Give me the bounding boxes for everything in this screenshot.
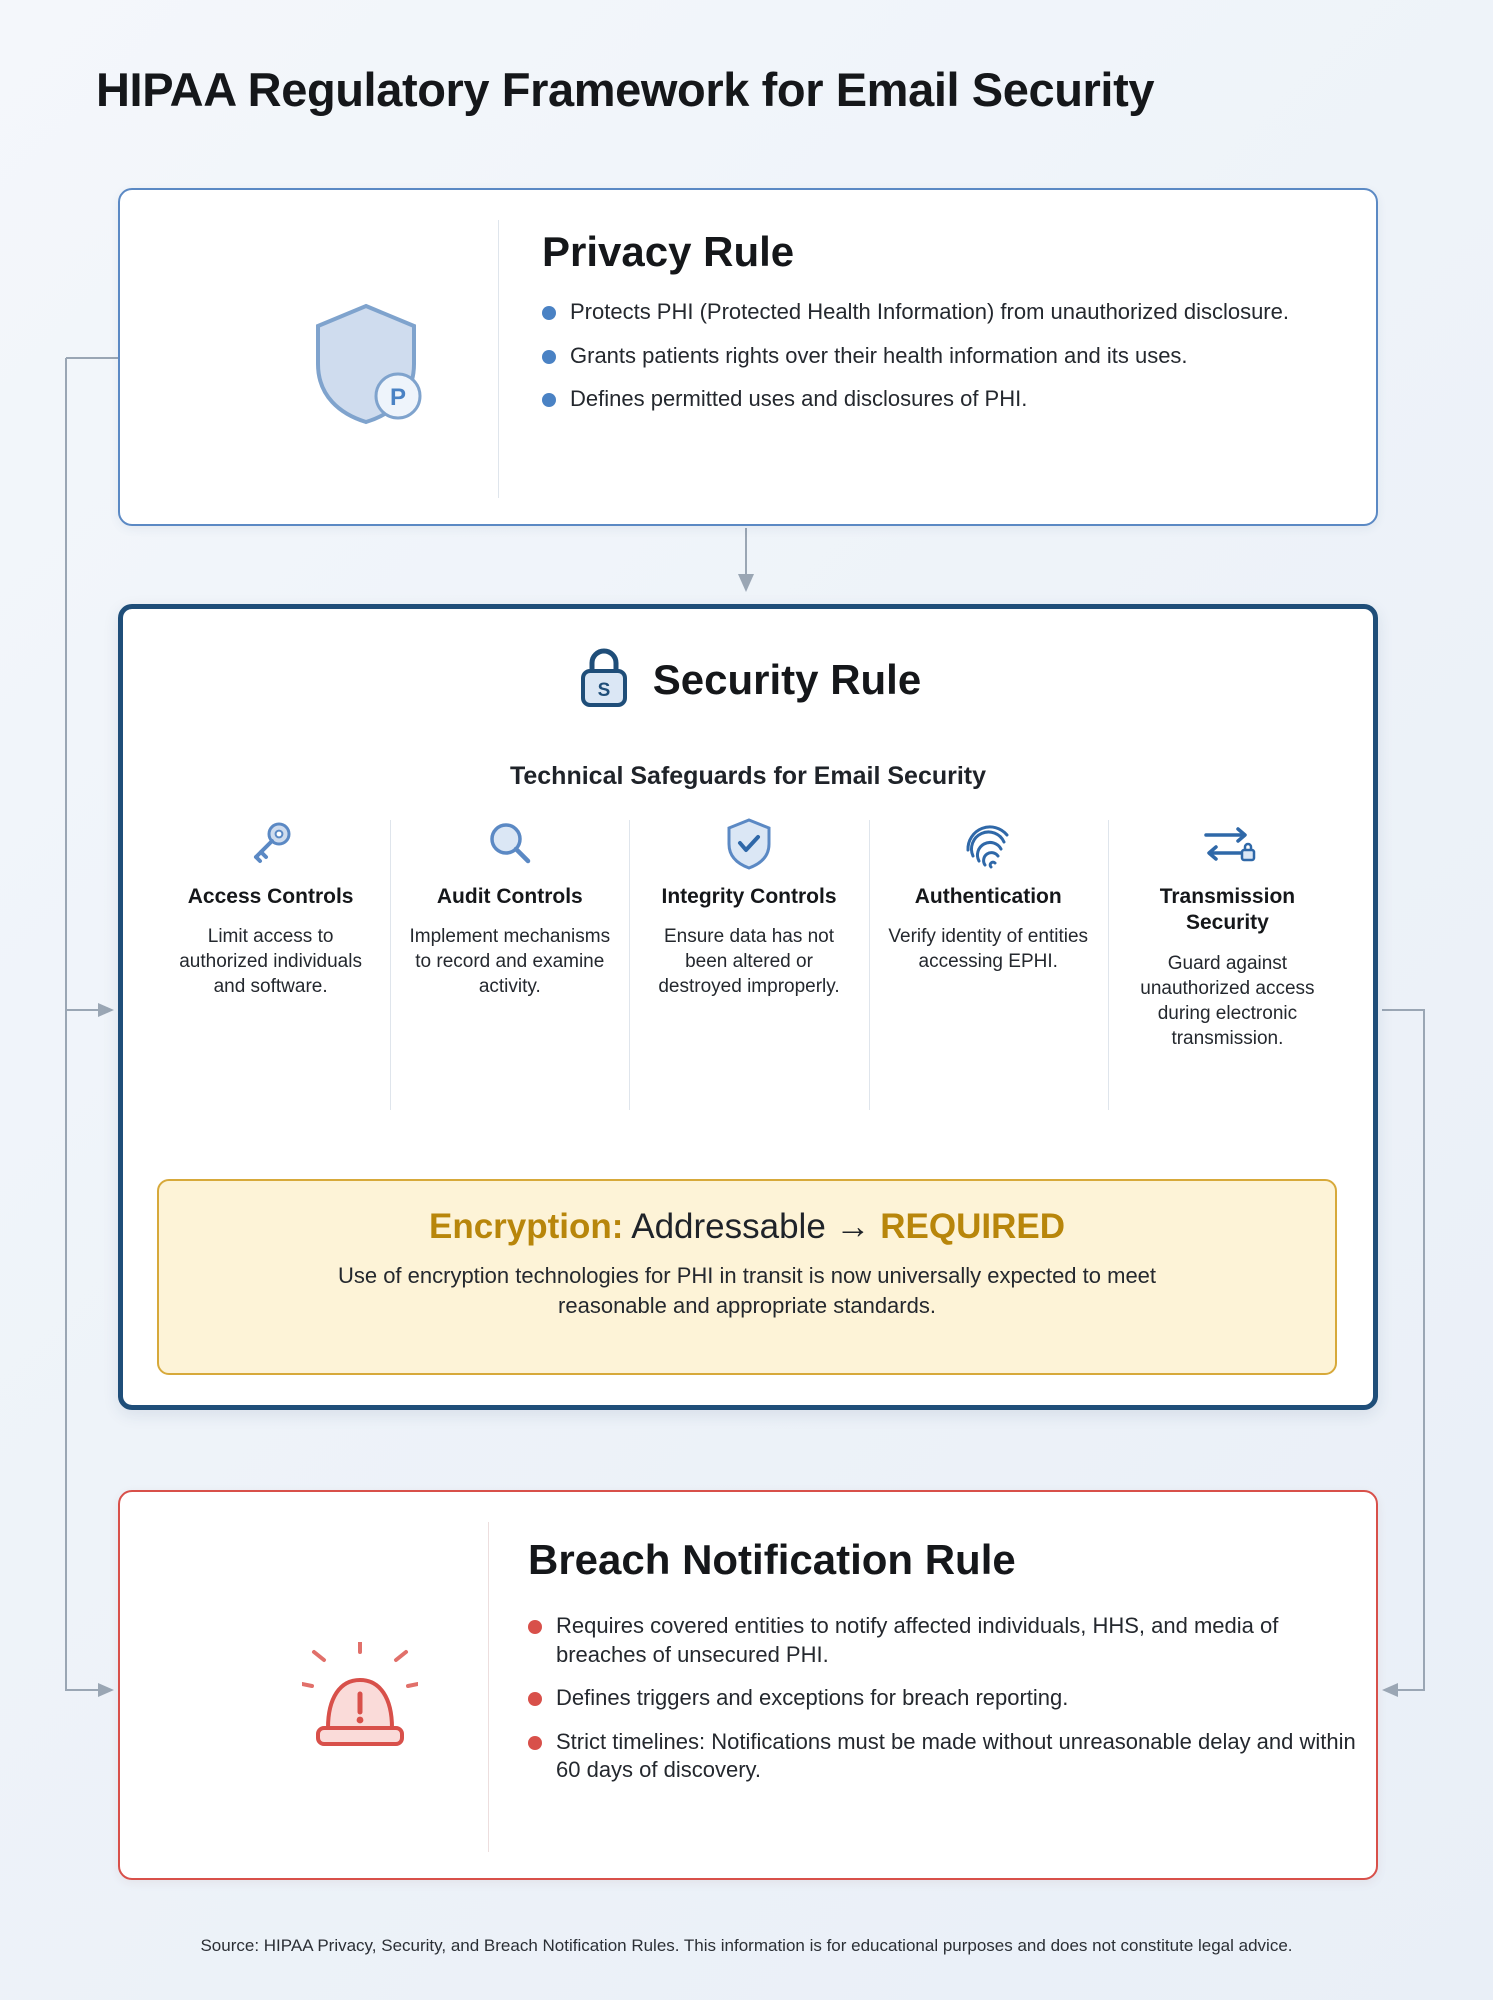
breach-rule-heading: Breach Notification Rule bbox=[528, 1536, 1016, 1583]
encryption-headline bbox=[159, 1207, 1335, 1247]
safeguards-grid bbox=[151, 814, 1347, 1051]
privacy-rule-heading: Privacy Rule bbox=[542, 228, 795, 275]
privacy-badge-letter: P bbox=[389, 384, 407, 411]
list-item bbox=[528, 1728, 1368, 1785]
encryption-note: Use of encryption technologies for PHI in transit is now universally expected to meet reasonable and appropriate standards. bbox=[337, 1263, 1157, 1318]
shield-check-icon bbox=[641, 814, 856, 874]
breach-notification-card bbox=[118, 1490, 1378, 1880]
safeguard-integrity-controls bbox=[629, 814, 868, 1051]
encryption-required: REQUIRED bbox=[880, 1207, 1066, 1246]
breach-bullet-list bbox=[528, 1612, 1368, 1800]
fingerprint-icon bbox=[881, 814, 1096, 874]
list-item bbox=[528, 1684, 1368, 1713]
security-subheading: Technical Safeguards for Email Security bbox=[509, 762, 987, 790]
list-item-text: Requires covered entities to notify affected individuals, HHS, and media of breaches of unsecured PHI. bbox=[556, 1613, 1279, 1667]
list-item bbox=[542, 385, 1382, 414]
bullet-dot-icon bbox=[528, 1692, 542, 1706]
list-item-text: Strict timelines: Notifications must be made without unreasonable delay and within 60 days of discovery. bbox=[556, 1728, 1356, 1783]
source-footnote: Source: HIPAA Privacy, Security, and Breach Notification Rules. This information is for educational purposes and does not constitute legal advice. bbox=[200, 1936, 1293, 1955]
security-rule-heading: Security Rule bbox=[652, 655, 922, 703]
security-rule-card bbox=[118, 604, 1378, 1410]
safeguard-description: Implement mechanisms to record and examine activity. bbox=[409, 926, 611, 998]
safeguard-access-controls bbox=[151, 814, 390, 1051]
safeguard-description: Guard against unauthorized access during electronic transmission. bbox=[1140, 952, 1315, 1049]
lock-icon bbox=[575, 645, 633, 714]
list-item bbox=[542, 342, 1382, 371]
security-badge-letter: S bbox=[597, 680, 611, 701]
privacy-bullet-list bbox=[542, 298, 1382, 429]
list-item bbox=[542, 298, 1382, 327]
safeguard-name: Access Controls bbox=[187, 885, 354, 908]
key-icon bbox=[163, 814, 378, 874]
encryption-status: Addressable bbox=[631, 1207, 826, 1246]
safeguard-name: Transmission Security bbox=[1159, 885, 1296, 935]
siren-icon bbox=[302, 1642, 418, 1757]
safeguard-name: Audit Controls bbox=[436, 885, 583, 908]
privacy-rule-card bbox=[118, 188, 1378, 526]
shield-icon bbox=[306, 298, 426, 433]
bullet-dot-icon bbox=[542, 350, 556, 364]
transmission-lock-icon bbox=[1120, 814, 1335, 874]
safeguard-name: Authentication bbox=[914, 885, 1062, 908]
page-title: HIPAA Regulatory Framework for Email Security bbox=[96, 63, 1155, 116]
encryption-callout bbox=[157, 1179, 1337, 1375]
card-divider bbox=[498, 220, 499, 498]
safeguard-authentication bbox=[869, 814, 1108, 1051]
bullet-dot-icon bbox=[528, 1736, 542, 1750]
list-item bbox=[528, 1612, 1368, 1669]
magnifier-icon bbox=[402, 814, 617, 874]
list-item-text: Grants patients rights over their health information and its uses. bbox=[570, 342, 1188, 368]
list-item-text: Defines permitted uses and disclosures of PHI. bbox=[570, 386, 1028, 412]
safeguard-description: Ensure data has not been altered or destroyed improperly. bbox=[658, 926, 840, 998]
safeguard-name: Integrity Controls bbox=[661, 885, 837, 908]
security-rule-header bbox=[123, 645, 1373, 714]
arrow-right-icon: → bbox=[835, 1207, 871, 1246]
encryption-label: Encryption: bbox=[428, 1207, 624, 1246]
safeguard-description: Verify identity of entities accessing EPHI. bbox=[888, 926, 1089, 973]
safeguard-transmission-security bbox=[1108, 814, 1347, 1051]
list-item-text: Defines triggers and exceptions for breach reporting. bbox=[556, 1685, 1069, 1711]
bullet-dot-icon bbox=[542, 306, 556, 320]
bullet-dot-icon bbox=[542, 393, 556, 407]
bullet-dot-icon bbox=[528, 1620, 542, 1634]
card-divider bbox=[488, 1522, 489, 1852]
safeguard-description: Limit access to authorized individuals and software. bbox=[179, 926, 362, 998]
list-item-text: Protects PHI (Protected Health Information) from unauthorized disclosure. bbox=[570, 299, 1289, 324]
safeguard-audit-controls bbox=[390, 814, 629, 1051]
